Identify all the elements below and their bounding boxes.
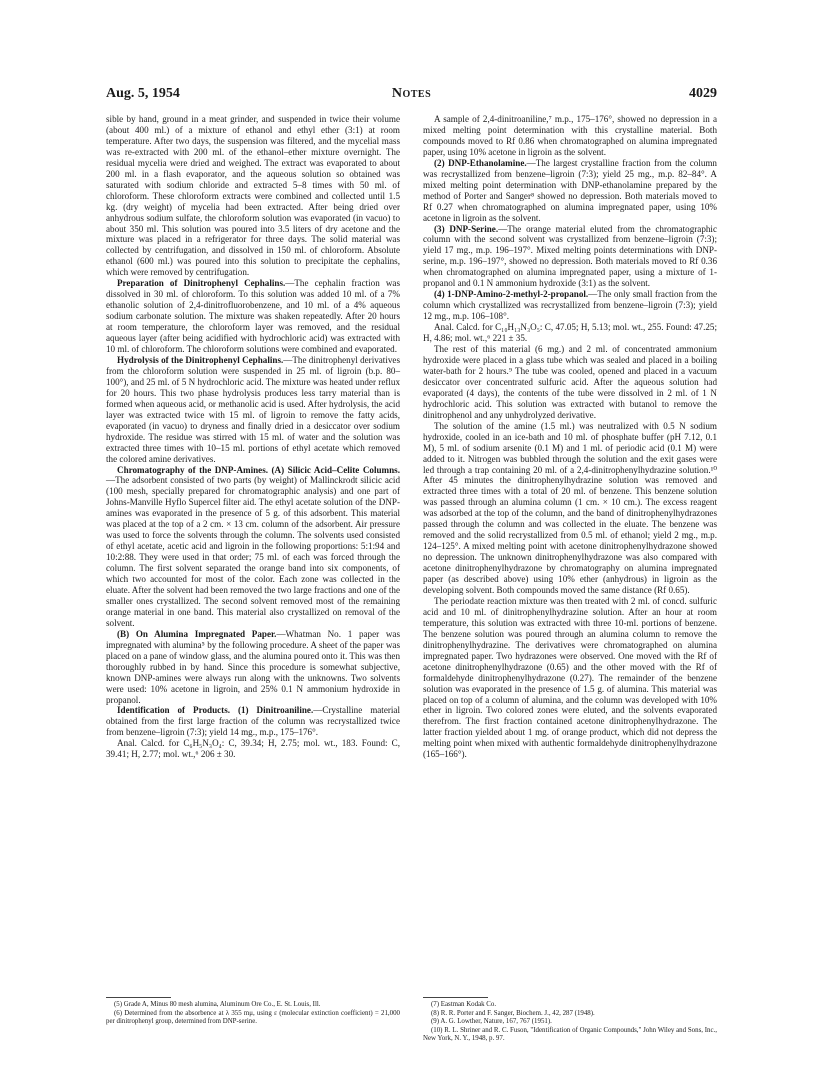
section-paragraph xyxy=(106,705,400,738)
paragraph-text: —The only small fraction from the column which crystallized was recrystallized from benzene–ligroin (7:3); yield 12 mg., m.p. 106–108°. xyxy=(423,289,718,322)
paragraph-text: Anal. Calcd. for C₁₀H₁₃N₃O₅: C, 47.05; H, 5.13; mol. wt., 255. Found: 47.25; H, 4.86; mol. wt.,⁶ 221 ± 35. xyxy=(423,322,717,344)
paragraph xyxy=(423,421,717,596)
footnote: (6) Determined from the absorbence at λ 355 mμ, using ε (molecular extinction coefficient) = 21,000 per dinitrophenyl group, determined from DNP-serine. xyxy=(106,1009,400,1026)
paragraph-text: The solution of the amine (1.5 ml.) was neutralized with 0.5 N sodium hydroxide, cooled in an ice-bath and 10 ml. of phosphate buffer (pH 7.12, 0.1 M), 5 ml. of sodium arsenite (0.1 M) and 1 ml. of periodic acid (0.1 M) were added to it. Nitrogen was bubbled through the solution and the exit gases were led through a trap containing 20 ml. of a 2,4-dinitrophenylhydrazine solution.¹⁰ After 45 minutes the dinitrophenylhydrazine solution was removed and extracted three times with a total of 20 ml. of benzene. This benzene solution was passed through an alumina column (1 cm. × 10 cm.). The excess reagent was adsorbed at the top of the column, and the band of dinitrophenylhydrazones passed through the column and was collected in the eluate. The benzene was removed and the solid recrystallized from 0.5 ml. of ethanol; yield 2 mg., m.p. 124–125°. A mixed melting point with acetone dinitrophenylhydrazone showed no depression. The unknown dinitrophenylhydrazone was also compared with acetone dinitrophenylhydrazone by chromatography on alumina impregnated paper (as described above) using 10% ether (anhydrous) in ligroin as the developing solvent. Both compounds moved the same distance (Rf 0.65). xyxy=(423,420,717,595)
paragraph-text: —Crystalline material obtained from the first large fraction of the column was recrystallized twice from benzene–ligroin (7:3); yield 14 mg., m.p., 175–176°. xyxy=(106,705,400,738)
paragraph-text: —The cephalin fraction was dissolved in 30 ml. of chloroform. To this solution was added 10 ml. of a 7% ethanolic solution of 2,4-dinitrofluorobenzene, and 10 ml. of a 4% aqueous sodium carbonate solution. The mixture was shaken repeatedly. After 20 hours at room temperature, the chloroform layer was removed, and the residual aqueous layer (after being acidified with hydrochloric acid) was extracted with 10 ml. of chloroform. The chloroform solutions were combined and evaporated. xyxy=(106,278,400,355)
section-heading: (3) DNP-Serine. xyxy=(434,223,499,234)
section-heading: Hydrolysis of the Dinitrophenyl Cephalins. xyxy=(117,354,284,365)
footnote: (10) R. L. Shriner and R. C. Fuson, "Identification of Organic Compounds," John Wiley and Sons, Inc., New York, N. Y., 1948, p. 97. xyxy=(423,1026,717,1043)
section-title: Notes xyxy=(391,86,432,101)
issue-date: Aug. 5, 1954 xyxy=(106,86,180,101)
paragraph-text: Anal. Calcd. for C₆H₅N₃O₄: C, 39.34; H, 2.75; mol. wt., 183. Found: C, 39.41; H, 2.77; mol. wt.,⁶ 206 ± 30. xyxy=(106,738,400,760)
paragraph-text: —The dinitrophenyl derivatives from the chloroform solution were suspended in 25 ml. of ligroin (b.p. 80–100°), and 25 ml. of 5 N hydrochloric acid. The mixture was heated under reflux for 20 hours. This two phase hydrolysis produces less tarry material than is formed when aqueous acid, or methanolic acid is used. After hydrolysis, the acid layer was extracted twice with 15 ml. of ligroin to remove the fatty acids, evaporated (in vacuo) to dryness and finally dried in a desiccator over sodium hydroxide. The residue was stirred with 15 ml. of water and the solution was extracted three times with 10–15 ml. portions of ethyl acetate which removed the colored amine derivatives. xyxy=(106,354,400,464)
footnote-divider xyxy=(423,997,488,998)
left-column xyxy=(106,114,400,760)
section-paragraph xyxy=(423,289,717,322)
paragraph xyxy=(423,344,717,421)
footnote: (8) R. R. Porter and F. Sanger, Biochem. J., 42, 287 (1948). xyxy=(431,1009,595,1017)
paragraph-text: —The orange material eluted from the chromatographic column with the second solvent was crystallized from benzene–ligroin (7:3); yield 17 mg., m.p. 196–197°. Mixed melting points determinations with DNP-serine, m.p. 196–197°, showed no depression. Both materials moved to Rf 0.36 when chromatographed on alumina impregnated paper, using a mixture of 1-propanol and 0.1 N ammonium hydroxide (3:1) as the solvent. xyxy=(423,223,717,289)
paragraph-text: sible by hand, ground in a meat grinder, and suspended in twice their volume (about 400 ml.) of a mixture of ethanol and ethyl ether (3:1) at room temperature. After two days, the suspension was filtered, and the mycelial mass was re-extracted with 200 ml. of the ethanol–ether mixture overnight. The residual mycelia were dried and weighed. The extract was evaporated to about 200 ml. in a flash evaporator, and the aqueous solution so obtained was saturated with sodium chloride and extracted 5–8 times with 50 ml. of chloroform. These chloroform extracts were combined and collected until 1.5 kg. (dry weight) of mycelia had been extracted. After being dried over anhydrous sodium sulfate, the chloroform solution was evaporated (in vacuo) to about 350 ml. This solution was poured into 3.5 liters of dry acetone and the mixture was placed in a refrigerator for three days. The solid material was collected by centrifugation, and dissolved in 150 ml. of chloroform. Absolute ethanol (600 ml.) was poured into this solution to precipitate the cephalins, which were removed by centrifugation. xyxy=(106,114,400,278)
section-paragraph xyxy=(106,629,400,706)
footnote: (5) Grade A, Minus 80 mesh alumina, Aluminum Ore Co., E. St. Louis, Ill. xyxy=(114,1001,321,1008)
right-column xyxy=(423,114,717,760)
footnotes-left xyxy=(106,1001,400,1027)
paragraph xyxy=(106,114,400,278)
paragraph-text: —The largest crystalline fraction from the column was recrystallized from benzene–ligroin (7:3); yield 25 mg., m.p. 82–84°. A mixed melting point determination with DNP-ethanolamine prepared by the method of Porter and Sanger⁸ showed no depression. Both materials moved to Rf 0.27 when chromatographed on alumina impregnated paper, using 10% acetone in ligroin as the solvent. xyxy=(423,157,717,223)
paragraph-text: —The adsorbent consisted of two parts (by weight) of Mallinckrodt silicic acid (100 mesh, specially prepared for chromatographic analysis) and one part of Johns-Manville Hyflo Supercel filter aid. The ethyl acetate solution of the DNP-amines was evaporated in the presence of 5 g. of this adsorbent. This material was placed at the top of a 2 cm. × 13 cm. column of the adsorbent. Air pressure was used to force the solvents through the column. The solvents used consisted of ethyl acetate, acetic acid and ligroin in the following proportions: 5:1:94 and 10:2:88. They were used in that order; 75 ml. of each was forced through the column. The first solvent separated the orange band into six components, of which two accounted for most of the color. Each zone was collected in the eluate. After the solvent had been removed the two large fractions and one of the smaller ones crystallized. The second solvent removed most of the remaining orange material in one band. This material also crystallized on removal of the solvent. xyxy=(106,475,400,628)
section-heading: (2) DNP-Ethanolamine. xyxy=(434,157,527,168)
section-paragraph xyxy=(106,465,400,629)
paragraph xyxy=(423,322,717,344)
paragraph-text: The periodate reaction mixture was then treated with 2 ml. of concd. sulfuric acid and 10 ml. of dinitrophenylhydrazine solution. After an hour at room temperature, this solution was extracted with three 10-ml. portions of benzene. The benzene solution was poured through an alumina column to remove the dinitrophenylhydrazine. The derivatives were chromatographed on alumina impregnated paper. Two hydrazones were observed. One moved with the Rf of acetone dinitrophenylhydrazone (0.65) and the other moved with the Rf of formaldehyde dinitrophenylhydrazone (0.27). The remainder of the benzene solution was evaporated in the presence of 1.5 g. of alumina. This material was placed on top of a column of alumina, and the column was developed with 10% ether in ligroin. Two colored zones were eluted, and the solvents evaporated therefrom. The first fraction contained acetone dinitrophenylhydrazone. The latter fraction yielded about 1 mg. of orange product, which did not depress the melting point when mixed with authentic formaldehyde dinitrophenylhydrazone (165–166°). xyxy=(423,595,717,760)
section-paragraph xyxy=(423,158,717,224)
section-heading: (B) On Alumina Impregnated Paper. xyxy=(117,628,277,639)
section-heading: Identification of Products. (1) Dinitroaniline. xyxy=(117,705,314,716)
section-heading: (4) 1-DNP-Amino-2-methyl-2-propanol. xyxy=(434,289,589,300)
footnote-divider xyxy=(106,997,171,998)
paragraph-text: —Whatman No. 1 paper was impregnated with alumina⁵ by the following procedure. A sheet of the paper was placed on a pane of window glass, and the alumina poured onto it. This was then thoroughly rubbed in by hand. Since this procedure is somewhat subjective, known DNP-amines were always run along with the unknowns. Two solvents were used: 10% acetone in ligroin, and 25% 0.1 N ammonium hydroxide in propanol. xyxy=(106,628,400,705)
section-heading: Chromatography of the DNP-Amines. (A) Silicic Acid–Celite Columns. xyxy=(117,464,400,475)
section-paragraph xyxy=(423,224,717,290)
paragraph-text: A sample of 2,4-dinitroaniline,⁷ m.p., 175–176°, showed no depression in a mixed melting point determination with this crystalline material. Both compounds moved to Rf 0.86 when chromatographed on alumina impregnated paper, using 10% acetone in ligroin as the solvent. xyxy=(423,114,717,157)
paragraph-text: The rest of this material (6 mg.) and 2 ml. of concentrated ammonium hydroxide were placed in a glass tube which was sealed and placed in a boiling water-bath for 2 hours.⁹ The tube was cooled, opened and placed in a vacuum desiccator over concentrated sulfuric acid. After the aqueous solution had evaporated (4 days), the contents of the tube were dissolved in 2 ml. of 1 N hydrochloric acid. This solution was extracted with butanol to remove the dinitrophenol and any unhydrolyzed derivative. xyxy=(423,344,717,420)
footnote: (7) Eastman Kodak Co. xyxy=(431,1001,497,1008)
paragraph xyxy=(423,114,717,158)
paragraph xyxy=(106,738,400,760)
paragraph xyxy=(423,596,717,760)
running-header xyxy=(106,86,717,106)
page-number: 4029 xyxy=(689,86,717,101)
footnotes-right xyxy=(423,1001,717,1044)
section-heading: Preparation of Dinitrophenyl Cephalins. xyxy=(117,278,286,289)
section-paragraph xyxy=(106,355,400,465)
section-paragraph xyxy=(106,278,400,355)
footnote: (9) A. G. Lowther, Nature, 167, 767 (1951). xyxy=(431,1018,552,1026)
